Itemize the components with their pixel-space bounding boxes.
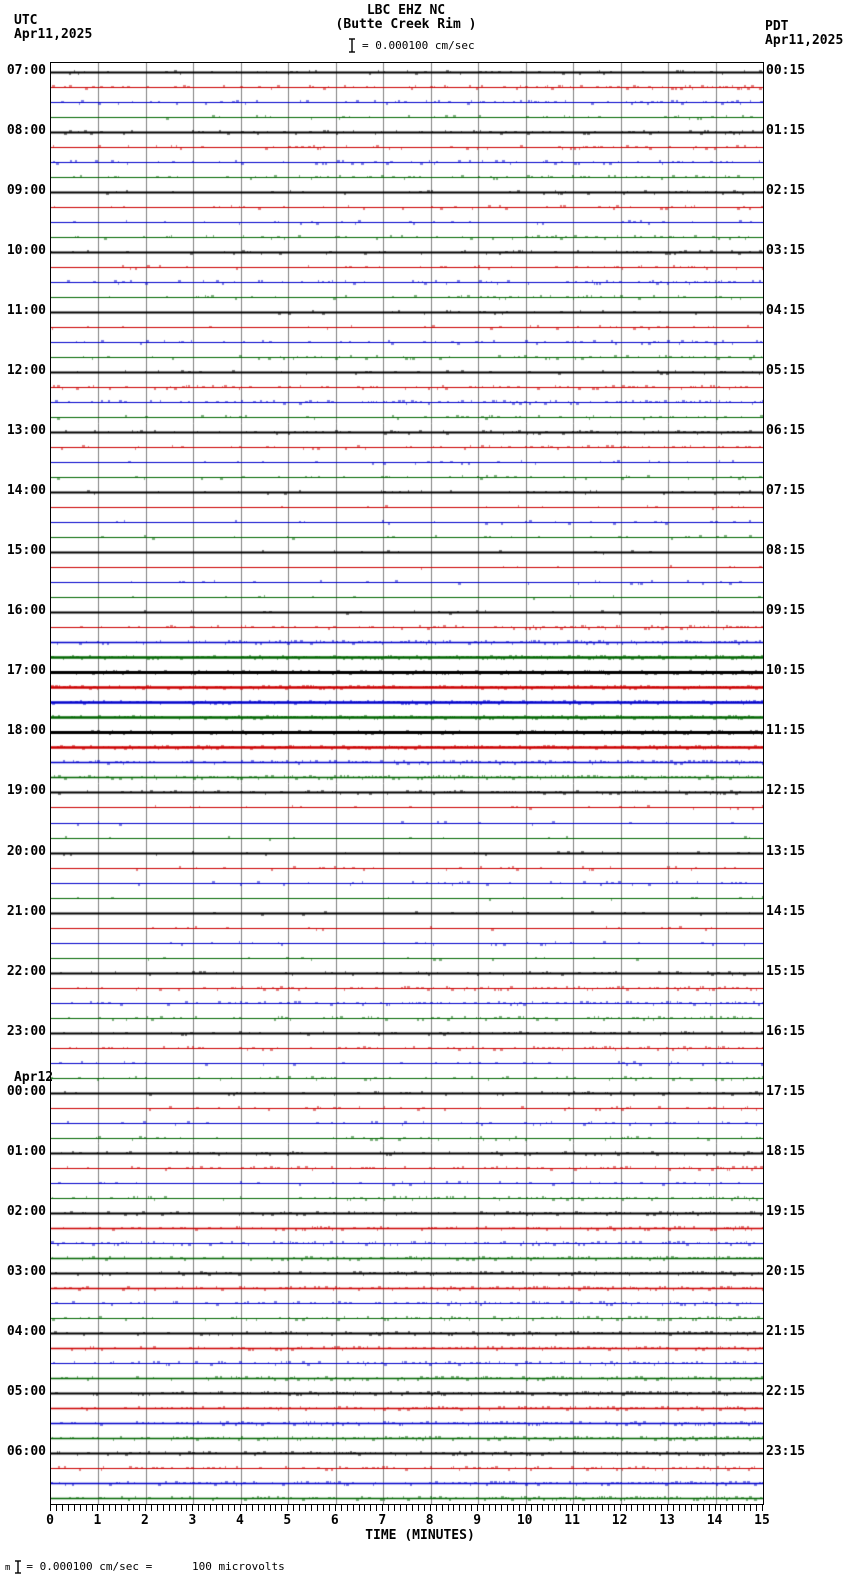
x-axis-tick-label: 0 bbox=[46, 1513, 54, 1528]
footer-scale-note bbox=[5, 1560, 285, 1574]
axis-tick bbox=[359, 1504, 360, 1511]
utc-hour-label: 20:00 bbox=[6, 843, 46, 859]
axis-tick bbox=[353, 1504, 354, 1511]
axis-tick bbox=[252, 1504, 253, 1511]
axis-tick bbox=[697, 1504, 698, 1511]
axis-tick bbox=[525, 1504, 526, 1511]
utc-hour-label: 05:00 bbox=[6, 1383, 46, 1399]
utc-hour-label: 06:00 bbox=[6, 1443, 46, 1459]
left-timezone: UTC bbox=[14, 13, 38, 28]
x-axis-title: TIME (MINUTES) bbox=[365, 1528, 475, 1543]
axis-tick bbox=[115, 1504, 116, 1511]
axis-tick bbox=[400, 1504, 401, 1511]
pdt-hour-label: 19:15 bbox=[766, 1203, 806, 1219]
footer-prefix: m bbox=[5, 1563, 11, 1573]
title-block bbox=[50, 4, 762, 32]
axis-tick bbox=[537, 1504, 538, 1511]
axis-tick bbox=[270, 1504, 271, 1511]
axis-tick bbox=[281, 1504, 282, 1511]
axis-tick bbox=[477, 1504, 478, 1511]
scale-bar-icon bbox=[348, 38, 356, 53]
pdt-hour-label: 04:15 bbox=[766, 303, 806, 319]
axis-tick bbox=[97, 1504, 98, 1511]
axis-tick bbox=[103, 1504, 104, 1511]
pdt-hour-label: 23:15 bbox=[766, 1443, 806, 1459]
axis-tick bbox=[513, 1504, 514, 1511]
axis-tick bbox=[74, 1504, 75, 1511]
axis-tick bbox=[210, 1504, 211, 1511]
axis-tick bbox=[406, 1504, 407, 1511]
pdt-hour-label: 05:15 bbox=[766, 363, 806, 379]
plot-frame bbox=[50, 62, 764, 1505]
utc-hour-label: 19:00 bbox=[6, 783, 46, 799]
axis-tick bbox=[299, 1504, 300, 1511]
axis-tick bbox=[62, 1504, 63, 1511]
axis-tick bbox=[489, 1504, 490, 1511]
right-timezone: PDT bbox=[765, 19, 789, 34]
pdt-hour-label: 00:15 bbox=[766, 63, 806, 78]
axis-tick bbox=[157, 1504, 158, 1511]
axis-tick bbox=[370, 1504, 371, 1511]
axis-tick bbox=[715, 1504, 716, 1511]
station-title: LBC EHZ NC bbox=[366, 3, 446, 18]
x-axis-tick-label: 3 bbox=[188, 1513, 197, 1528]
axis-tick bbox=[661, 1504, 662, 1511]
axis-tick bbox=[738, 1504, 739, 1511]
utc-hour-label: 11:00 bbox=[6, 303, 46, 319]
axis-tick bbox=[572, 1504, 573, 1511]
axis-tick bbox=[92, 1504, 93, 1511]
axis-tick bbox=[394, 1504, 395, 1511]
axis-tick bbox=[726, 1504, 727, 1511]
axis-tick bbox=[139, 1504, 140, 1511]
x-axis-tick-label: 8 bbox=[425, 1513, 434, 1528]
axis-tick bbox=[145, 1504, 146, 1511]
axis-tick bbox=[691, 1504, 692, 1511]
axis-tick bbox=[347, 1504, 348, 1511]
utc-hour-label: 15:00 bbox=[6, 543, 46, 559]
axis-tick bbox=[80, 1504, 81, 1511]
axis-tick bbox=[412, 1504, 413, 1511]
axis-tick bbox=[590, 1504, 591, 1511]
x-axis-tick-label: 13 bbox=[659, 1513, 675, 1528]
utc-hour-label: 09:00 bbox=[6, 183, 46, 199]
x-axis-tick-label: 2 bbox=[141, 1513, 149, 1528]
axis-tick bbox=[744, 1504, 745, 1511]
axis-tick bbox=[453, 1504, 454, 1511]
left-date: Apr11,2025 bbox=[14, 27, 93, 42]
axis-tick bbox=[50, 1504, 51, 1511]
pdt-hour-label: 14:15 bbox=[766, 903, 806, 919]
x-axis-tick-label: 5 bbox=[283, 1513, 292, 1528]
axis-tick bbox=[323, 1504, 324, 1511]
axis-tick bbox=[169, 1504, 170, 1511]
pdt-hour-label: 15:15 bbox=[766, 963, 806, 979]
axis-tick bbox=[133, 1504, 134, 1511]
axis-tick bbox=[305, 1504, 306, 1511]
x-axis-tick-label: 12 bbox=[611, 1513, 628, 1528]
axis-tick bbox=[483, 1504, 484, 1511]
pdt-hour-label: 12:15 bbox=[766, 783, 806, 799]
axis-tick bbox=[667, 1504, 668, 1511]
pdt-hour-label: 18:15 bbox=[766, 1143, 806, 1159]
axis-tick bbox=[442, 1504, 443, 1511]
axis-tick bbox=[275, 1504, 276, 1511]
axis-tick bbox=[329, 1504, 330, 1511]
pdt-hour-label: 16:15 bbox=[766, 1023, 806, 1039]
axis-tick bbox=[311, 1504, 312, 1511]
utc-hour-label: 02:00 bbox=[6, 1203, 46, 1219]
axis-tick bbox=[418, 1504, 419, 1511]
utc-hour-label: 18:00 bbox=[6, 723, 46, 739]
axis-tick bbox=[459, 1504, 460, 1511]
axis-tick bbox=[240, 1504, 241, 1511]
axis-tick bbox=[614, 1504, 615, 1511]
pdt-hour-label: 09:15 bbox=[766, 603, 806, 619]
pdt-hour-label: 17:15 bbox=[766, 1083, 806, 1099]
axis-tick bbox=[709, 1504, 710, 1511]
axis-tick bbox=[507, 1504, 508, 1511]
axis-tick bbox=[750, 1504, 751, 1511]
axis-tick bbox=[531, 1504, 532, 1511]
axis-tick bbox=[685, 1504, 686, 1511]
axis-tick bbox=[151, 1504, 152, 1511]
header-right bbox=[765, 20, 843, 48]
x-axis-tick-label: 1 bbox=[93, 1513, 102, 1528]
axis-tick bbox=[584, 1504, 585, 1511]
utc-hour-label: 10:00 bbox=[6, 243, 46, 259]
axis-tick bbox=[673, 1504, 674, 1511]
utc-hour-label: 04:00 bbox=[6, 1323, 46, 1339]
axis-tick bbox=[264, 1504, 265, 1511]
axis-tick bbox=[596, 1504, 597, 1511]
pdt-hour-label: 11:15 bbox=[766, 723, 806, 739]
axis-tick bbox=[198, 1504, 199, 1511]
axis-tick bbox=[602, 1504, 603, 1511]
axis-tick bbox=[448, 1504, 449, 1511]
axis-tick bbox=[430, 1504, 431, 1511]
x-axis-tick-label: 7 bbox=[378, 1513, 387, 1528]
date-change-label: Apr12 bbox=[14, 1069, 54, 1085]
axis-tick bbox=[495, 1504, 496, 1511]
axis-tick bbox=[86, 1504, 87, 1511]
pdt-hour-label: 21:15 bbox=[766, 1323, 806, 1339]
utc-hour-label: 12:00 bbox=[6, 363, 46, 379]
right-date: Apr11,2025 bbox=[765, 33, 844, 48]
utc-hour-label: 13:00 bbox=[6, 423, 46, 439]
scale-text: = 0.000100 cm/sec bbox=[362, 38, 475, 52]
axis-tick bbox=[626, 1504, 627, 1511]
axis-tick bbox=[382, 1504, 383, 1511]
axis-tick bbox=[234, 1504, 235, 1511]
axis-tick bbox=[608, 1504, 609, 1511]
axis-tick bbox=[756, 1504, 757, 1511]
axis-tick bbox=[566, 1504, 567, 1511]
utc-hour-label: 17:00 bbox=[6, 663, 46, 679]
axis-tick bbox=[436, 1504, 437, 1511]
axis-tick bbox=[548, 1504, 549, 1511]
axis-tick bbox=[655, 1504, 656, 1511]
axis-tick bbox=[222, 1504, 223, 1511]
axis-tick bbox=[703, 1504, 704, 1511]
scale-legend bbox=[348, 38, 475, 53]
axis-tick bbox=[424, 1504, 425, 1511]
axis-tick bbox=[109, 1504, 110, 1511]
utc-hour-label: 08:00 bbox=[6, 123, 46, 139]
axis-tick bbox=[293, 1504, 294, 1511]
axis-tick bbox=[287, 1504, 288, 1511]
axis-tick bbox=[637, 1504, 638, 1511]
x-axis-tick-label: 10 bbox=[516, 1513, 533, 1528]
axis-tick bbox=[471, 1504, 472, 1511]
axis-tick bbox=[376, 1504, 377, 1511]
pdt-hour-label: 02:15 bbox=[766, 183, 806, 199]
axis-tick bbox=[121, 1504, 122, 1511]
x-axis-tick-label: 4 bbox=[235, 1513, 244, 1528]
utc-hour-label: 21:00 bbox=[6, 903, 46, 919]
axis-tick bbox=[228, 1504, 229, 1511]
axis-tick bbox=[364, 1504, 365, 1511]
utc-hour-label: 03:00 bbox=[6, 1263, 46, 1279]
axis-tick bbox=[163, 1504, 164, 1511]
axis-tick bbox=[649, 1504, 650, 1511]
x-axis-tick-label: 15 bbox=[754, 1513, 770, 1528]
x-axis-tick-label: 14 bbox=[706, 1513, 723, 1528]
axis-tick bbox=[204, 1504, 205, 1511]
header-left bbox=[14, 14, 92, 42]
pdt-hour-label: 22:15 bbox=[766, 1383, 806, 1399]
helicorder-plot-canvas bbox=[51, 63, 763, 1504]
axis-tick bbox=[258, 1504, 259, 1511]
utc-hour-label: 23:00 bbox=[6, 1023, 46, 1039]
axis-tick bbox=[578, 1504, 579, 1511]
station-location: (Butte Creek Rim ) bbox=[335, 17, 477, 32]
axis-tick bbox=[554, 1504, 555, 1511]
axis-tick bbox=[732, 1504, 733, 1511]
axis-tick bbox=[216, 1504, 217, 1511]
axis-tick bbox=[56, 1504, 57, 1511]
axis-tick bbox=[341, 1504, 342, 1511]
axis-tick bbox=[560, 1504, 561, 1511]
x-axis-tick-label: 6 bbox=[330, 1513, 339, 1528]
pdt-hour-label: 13:15 bbox=[766, 843, 806, 859]
axis-tick bbox=[181, 1504, 182, 1511]
axis-tick bbox=[501, 1504, 502, 1511]
pdt-hour-label: 06:15 bbox=[766, 423, 806, 439]
axis-tick bbox=[762, 1504, 763, 1511]
axis-tick bbox=[720, 1504, 721, 1511]
axis-tick bbox=[192, 1504, 193, 1511]
axis-tick bbox=[679, 1504, 680, 1511]
utc-hour-label: 22:00 bbox=[6, 963, 46, 979]
axis-tick bbox=[388, 1504, 389, 1511]
axis-tick bbox=[542, 1504, 543, 1511]
axis-tick bbox=[465, 1504, 466, 1511]
axis-tick bbox=[175, 1504, 176, 1511]
utc-hour-label: 07:00 bbox=[6, 63, 46, 78]
axis-tick bbox=[335, 1504, 336, 1511]
axis-tick bbox=[68, 1504, 69, 1511]
axis-tick bbox=[620, 1504, 621, 1511]
axis-tick bbox=[246, 1504, 247, 1511]
pdt-hour-label: 01:15 bbox=[766, 123, 806, 139]
pdt-hour-label: 10:15 bbox=[766, 663, 806, 679]
axis-tick bbox=[127, 1504, 128, 1511]
pdt-hour-label: 03:15 bbox=[766, 243, 806, 259]
x-axis-tick-label: 11 bbox=[564, 1513, 580, 1528]
utc-hour-label: 01:00 bbox=[6, 1143, 46, 1159]
axis-tick bbox=[631, 1504, 632, 1511]
pdt-hour-label: 20:15 bbox=[766, 1263, 806, 1279]
scale-bar-icon bbox=[14, 1560, 22, 1574]
utc-hour-label: 14:00 bbox=[6, 483, 46, 499]
footer-text: = 0.000100 cm/sec = 100 microvolts bbox=[26, 1560, 285, 1573]
utc-hour-label: 16:00 bbox=[6, 603, 46, 619]
axis-tick bbox=[186, 1504, 187, 1511]
axis-tick bbox=[317, 1504, 318, 1511]
axis-tick bbox=[519, 1504, 520, 1511]
axis-tick bbox=[643, 1504, 644, 1511]
pdt-hour-label: 08:15 bbox=[766, 543, 806, 559]
utc-hour-label: 00:00 bbox=[6, 1083, 46, 1099]
x-axis-tick-label: 9 bbox=[473, 1513, 482, 1528]
pdt-hour-label: 07:15 bbox=[766, 483, 806, 499]
